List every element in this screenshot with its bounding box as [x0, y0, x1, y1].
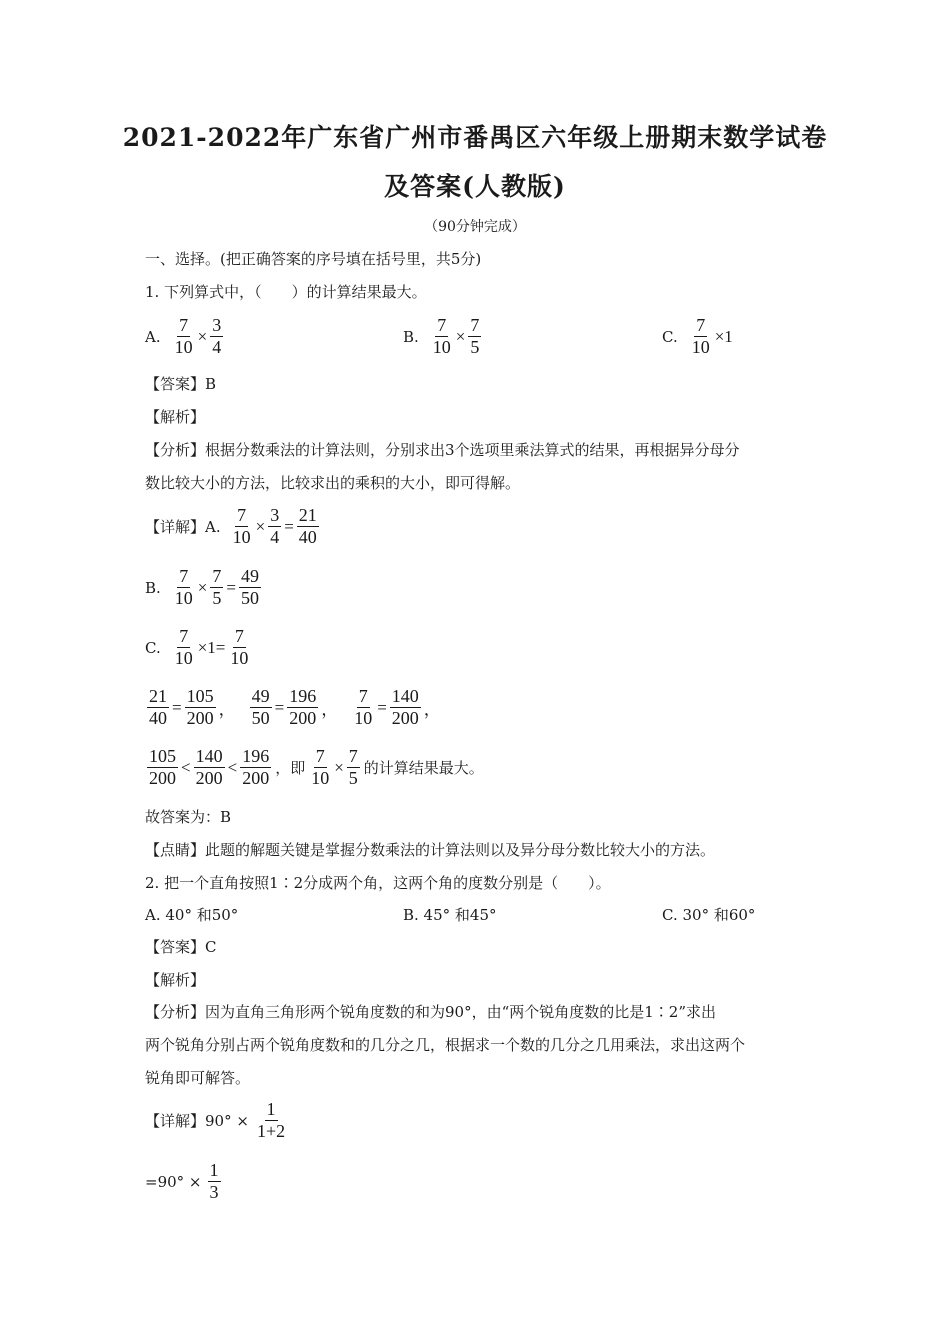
- fraction: $\frac{7}{10}$: [174, 315, 193, 357]
- detail-label: 【详解】90° ×: [145, 1112, 249, 1130]
- step-label: =90° ×: [145, 1172, 202, 1191]
- separator: ，: [321, 700, 339, 719]
- operator: ×: [455, 326, 466, 346]
- fraction: $\frac{7}{10}$: [230, 626, 249, 668]
- q2-option-c: C. 30° 和60°: [662, 906, 756, 924]
- operator: ×: [197, 577, 208, 597]
- q1-analysis-line2: 数比较大小的方法，比较求出的乘积的大小，即可得解。: [145, 474, 521, 492]
- fraction: $\frac{7}{10}$: [432, 315, 451, 357]
- fraction: $\frac{1}{1+2}$: [256, 1099, 286, 1141]
- operator: ×: [255, 516, 266, 536]
- q2-stem: 2. 把一个直角按照1∶2分成两个角，这两个角的度数分别是（ ）。: [145, 874, 611, 892]
- q1-conversion-row: [145, 686, 442, 729]
- q1-dianjing: 【点睛】此题的解题关键是掌握分数乘法的计算法则以及异分母分数比较大小的方法。: [145, 841, 716, 859]
- q2-option-b: B. 45° 和45°: [403, 906, 497, 924]
- q1-detail-a: [145, 505, 321, 548]
- less-than: <: [227, 757, 238, 777]
- doc-title-line1: 2021-2022年广东省广州市番禺区六年级上册期末数学试卷: [122, 123, 828, 152]
- fraction: $\frac{21}{40}$: [298, 505, 317, 547]
- q1-answer: 【答案】B: [145, 375, 217, 393]
- q1-option-c: [662, 315, 734, 358]
- doc-title-line2: 及答案(人教版): [384, 172, 566, 201]
- q2-analysis-line2: 两个锐角分别占两个锐角度数和的几分之几，根据求一个数的几分之几用乘法，求出这两个: [145, 1036, 746, 1054]
- operator: =: [377, 697, 387, 717]
- fraction: $\frac{7}{10}$: [232, 505, 251, 547]
- fraction: $\frac{21}{40}$: [149, 686, 167, 728]
- fraction: $\frac{7}{10}$: [691, 315, 710, 357]
- operator: ×1=: [197, 637, 226, 657]
- less-than: <: [181, 757, 191, 777]
- fraction: $\frac{1}{3}$: [209, 1160, 219, 1202]
- operator: =: [172, 697, 182, 717]
- fraction: $\frac{105}{200}$: [186, 686, 214, 728]
- fraction: $\frac{105}{200}$: [149, 746, 176, 788]
- fraction: $\frac{7}{10}$: [174, 566, 193, 608]
- fraction: $\frac{7}{5}$: [212, 566, 222, 608]
- separator: ，: [423, 700, 441, 719]
- q2-detail-step2: [145, 1160, 223, 1203]
- fraction: $\frac{7}{10}$: [354, 686, 373, 728]
- q1-detail-c: [145, 626, 252, 669]
- q1-compare-row: [145, 746, 484, 789]
- operator: ×: [197, 326, 208, 346]
- operator: =: [274, 697, 285, 717]
- operator: ×: [334, 757, 344, 777]
- q1-option-a: [145, 315, 225, 358]
- operator: =: [284, 516, 294, 536]
- q1-final-answer: 故答案为：B: [145, 808, 232, 826]
- q2-option-a: A. 40° 和50°: [145, 906, 239, 924]
- q2-answer: 【答案】C: [145, 938, 217, 956]
- duration-note: （90分钟完成）: [424, 219, 526, 235]
- q2-detail-step1: [145, 1099, 289, 1142]
- conclusion-text: 的计算结果最大。: [363, 759, 484, 777]
- connector-text: ，即: [275, 759, 306, 777]
- q1-detail-b: [145, 566, 263, 609]
- q1-stem: 1. 下列算式中，（ ）的计算结果最大。: [145, 283, 427, 301]
- fraction: $\frac{7}{10}$: [174, 626, 193, 668]
- q1-jiexi: 【解析】: [145, 408, 206, 426]
- operator: ×1: [714, 326, 733, 346]
- operator: =: [226, 577, 236, 597]
- detail-label: 【详解】A.: [145, 518, 221, 536]
- fraction: $\frac{7}{5}$: [470, 315, 480, 357]
- fraction: $\frac{3}{4}$: [212, 315, 222, 357]
- fraction: $\frac{49}{50}$: [251, 686, 270, 728]
- q2-analysis-line1: 【分析】因为直角三角形两个锐角度数的和为90°，由“两个锐角度数的比是1∶2”求出: [145, 1003, 717, 1021]
- fraction: $\frac{140}{200}$: [195, 746, 223, 788]
- fraction: $\frac{49}{50}$: [240, 566, 259, 608]
- q2-analysis-line3: 锐角即可解答。: [145, 1069, 251, 1087]
- fraction: $\frac{140}{200}$: [391, 686, 419, 728]
- separator: ，: [218, 700, 236, 719]
- fraction: $\frac{196}{200}$: [289, 686, 317, 728]
- option-label: B.: [403, 327, 419, 346]
- q2-jiexi: 【解析】: [145, 971, 206, 989]
- fraction: $\frac{7}{10}$: [311, 746, 330, 788]
- fraction: $\frac{3}{4}$: [270, 505, 280, 547]
- section-heading: 一、选择。(把正确答案的序号填在括号里，共5分): [145, 250, 482, 268]
- detail-label: C.: [145, 638, 161, 657]
- detail-label: B.: [145, 578, 161, 597]
- fraction: $\frac{196}{200}$: [242, 746, 270, 788]
- option-label: C.: [662, 327, 678, 346]
- q1-analysis-line1: 【分析】根据分数乘法的计算法则，分别求出3个选项里乘法算式的结果，再根据异分母分: [145, 441, 740, 459]
- q1-option-b: [403, 315, 483, 358]
- fraction: $\frac{7}{5}$: [348, 746, 358, 788]
- option-label: A.: [145, 327, 161, 346]
